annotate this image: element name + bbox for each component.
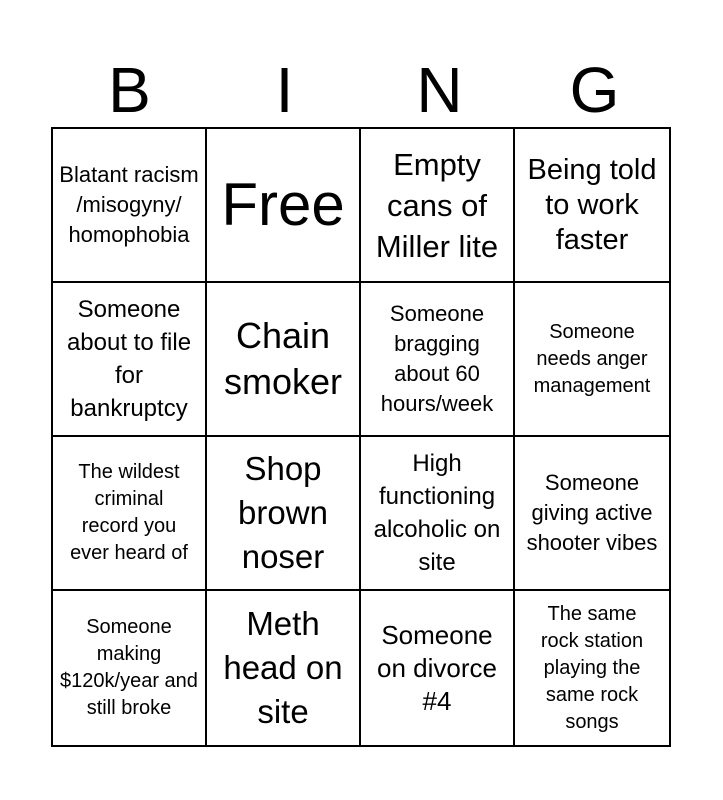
header-letter-n: N: [416, 54, 463, 126]
bingo-cell-text: High functioning alcoholic on site: [373, 450, 501, 576]
bingo-cell-text: Someone needs anger management: [533, 320, 651, 397]
bingo-cell-text: Empty cans of Miller lite: [375, 146, 499, 264]
header-letter-g: G: [569, 54, 620, 126]
bingo-cell-1[interactable]: [53, 129, 207, 283]
bingo-cell-text: The same rock station playing the same rock songs: [540, 602, 644, 733]
bingo-cell-text: Meth head on site: [223, 605, 343, 730]
bingo-cell-4[interactable]: [515, 129, 669, 283]
bingo-cell-text: The wildest criminal record you ever heard of: [70, 461, 188, 564]
bingo-cell-text: Someone making $120k/year and still broke: [60, 616, 198, 719]
free-space-cell[interactable]: [207, 129, 361, 283]
bingo-cell-text: Shop brown noser: [238, 450, 328, 575]
bingo-header: [52, 52, 672, 128]
bingo-cell-11[interactable]: [361, 437, 515, 591]
bingo-cell-16[interactable]: [515, 591, 669, 745]
bingo-cell-14[interactable]: [207, 591, 361, 745]
header-letter-i: I: [275, 54, 294, 126]
bingo-cell-text: Someone giving active shooter vibes: [526, 470, 658, 555]
bingo-cell-9[interactable]: [53, 437, 207, 591]
bingo-cell-12[interactable]: [515, 437, 669, 591]
bingo-cell-7[interactable]: [361, 283, 515, 437]
bingo-cell-text: Being told to work faster: [527, 153, 657, 256]
bingo-cell-text: Someone bragging about 60 hours/week: [380, 301, 494, 416]
bingo-cell-6[interactable]: [207, 283, 361, 437]
bingo-cell-text: Chain smoker: [223, 315, 343, 402]
bingo-cell-10[interactable]: [207, 437, 361, 591]
bingo-cell-3[interactable]: [361, 129, 515, 283]
bingo-cell-15[interactable]: [361, 591, 515, 745]
free-space-text: Free: [221, 171, 345, 238]
bingo-cell-13[interactable]: [53, 591, 207, 745]
bingo-cell-8[interactable]: [515, 283, 669, 437]
bingo-cell-text: Blatant racism /misogyny/ homophobia: [59, 162, 199, 247]
header-letter-b: B: [108, 54, 151, 126]
bingo-cell-text: Someone on divorce #4: [377, 619, 497, 716]
bingo-cell-text: Someone about to file for bankruptcy: [66, 296, 192, 422]
bingo-cell-5[interactable]: [53, 283, 207, 437]
bingo-board: [51, 127, 671, 747]
